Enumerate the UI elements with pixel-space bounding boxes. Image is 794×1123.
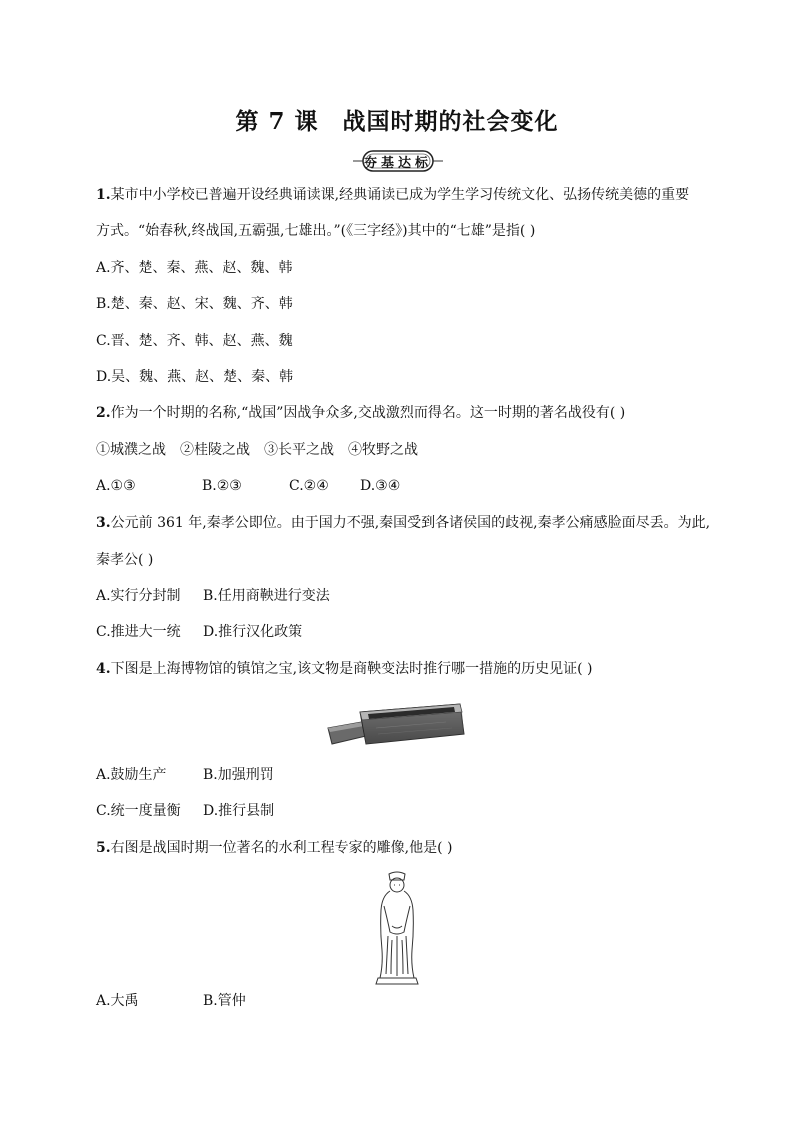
q2-line (96, 403, 625, 423)
q4-options-row2 (96, 801, 274, 821)
q1-option-a[interactable]: A.齐、楚、秦、燕、赵、魏、韩 (96, 260, 293, 276)
q3-line1 (96, 513, 710, 533)
q4-options-row1 (96, 765, 274, 785)
q3-option-c[interactable]: C.推进大一统 (96, 624, 181, 640)
q4-line (96, 659, 592, 679)
q2-options-row (96, 476, 400, 496)
badge-label: 夯基达标 (363, 156, 432, 171)
q3-option-a[interactable]: A.实行分封制 (96, 588, 181, 604)
q3-number: 3. (96, 515, 111, 531)
q3-options-row1 (96, 586, 330, 606)
q5-text: 右图是战国时期一位著名的水利工程专家的雕像,他是( ) (110, 840, 453, 856)
q3-text-line2: 秦孝公( ) (96, 552, 154, 568)
measuring-vessel-image (326, 698, 466, 756)
q2-number: 2. (96, 405, 111, 421)
shang-yang-square-sheng-icon (326, 698, 466, 752)
q3-options-row2 (96, 622, 302, 642)
q2-text: 作为一个时期的名称,“战国”因战争众多,交战激烈而得名。这一时期的著名战役有( ) (110, 405, 626, 421)
q4-option-b[interactable]: B.加强刑罚 (203, 767, 274, 783)
q1-number: 1. (96, 187, 111, 203)
q1-option-c[interactable]: C.晋、楚、齐、韩、赵、燕、魏 (96, 333, 293, 349)
q3-option-d[interactable]: D.推行汉化政策 (203, 624, 303, 640)
q4-option-d[interactable]: D.推行县制 (203, 803, 275, 819)
q4-text: 下图是上海博物馆的镇馆之宝,该文物是商鞅变法时推行哪一措施的历史见证( ) (110, 661, 593, 677)
q1-text-line1: 某市中小学校已普遍开设经典诵读课,经典诵读已成为学生学习传统文化、弘扬传统美德的重要 (110, 187, 690, 203)
q3-option-b[interactable]: B.任用商鞅进行变法 (203, 588, 330, 604)
q2-items: ①城濮之战 ②桂陵之战 ③长平之战 ④牧野之战 (96, 442, 418, 458)
q5-line (96, 838, 452, 858)
q5-option-b[interactable]: B.管仲 (203, 993, 246, 1009)
li-bing-statue-icon (372, 870, 422, 988)
section-badge (353, 150, 443, 172)
page-title: 第 7 课 战国时期的社会变化 (235, 108, 559, 135)
q2-option-a[interactable]: A.①③ (96, 478, 136, 494)
q1-option-b[interactable]: B.楚、秦、赵、宋、魏、齐、韩 (96, 296, 293, 312)
q5-options-row (96, 991, 246, 1011)
q3-text-line1: 公元前 361 年,秦孝公即位。由于国力不强,秦国受到各诸侯国的歧视,秦孝公痛感脸面尽丢。为此, (110, 515, 711, 531)
q1-option-d[interactable]: D.吴、魏、燕、赵、楚、秦、韩 (96, 369, 294, 385)
q4-option-c[interactable]: C.统一度量衡 (96, 803, 181, 819)
q5-number: 5. (96, 840, 111, 856)
q1-line1 (96, 185, 689, 205)
q5-option-a[interactable]: A.大禹 (96, 993, 139, 1009)
q2-option-d[interactable]: D.③④ (360, 478, 401, 494)
q2-option-c[interactable]: C.②④ (289, 478, 329, 494)
q4-number: 4. (96, 661, 111, 677)
statue-image (372, 870, 422, 992)
q4-option-a[interactable]: A.鼓励生产 (96, 767, 167, 783)
q1-text-line2: 方式。“始春秋,终战国,五霸强,七雄出。”(《三字经》)其中的“七雄”是指( ) (96, 223, 536, 239)
q2-option-b[interactable]: B.②③ (202, 478, 242, 494)
